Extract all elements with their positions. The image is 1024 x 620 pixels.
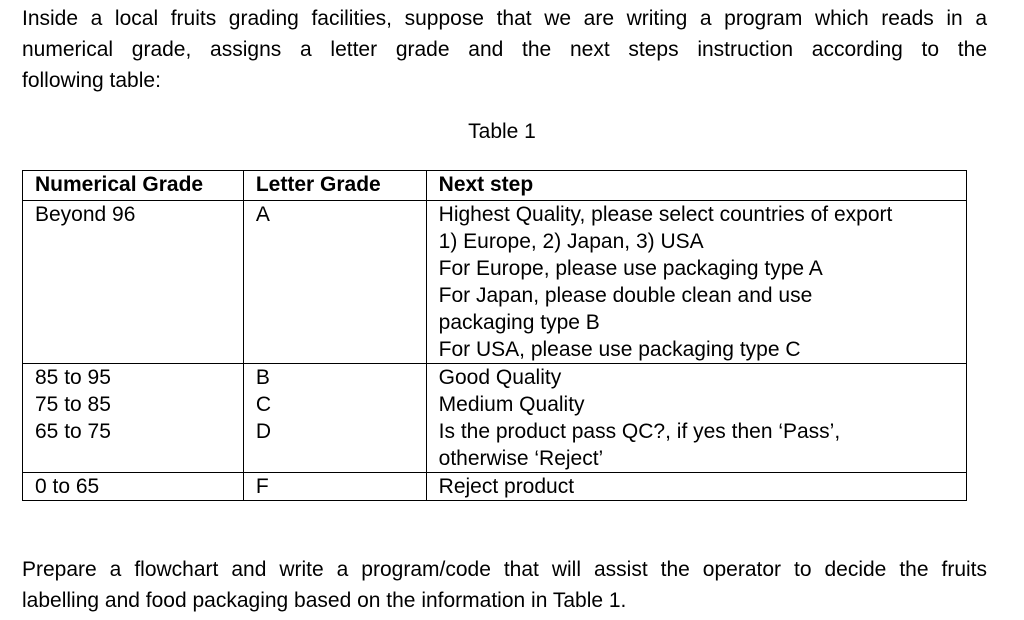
cell-letter: A — [243, 201, 426, 364]
cell-letter: F — [243, 473, 426, 501]
header-letter-grade: Letter Grade — [243, 171, 426, 201]
letter-value: B — [255, 366, 270, 389]
table-row — [23, 201, 967, 364]
letter-value: C — [255, 393, 271, 416]
cell-numerical: 0 to 65 — [23, 473, 244, 501]
next-step-line: For USA, please use packaging type C — [438, 338, 801, 361]
closing-paragraph — [22, 554, 987, 616]
cell-numerical-group — [23, 364, 244, 473]
next-step-line: Medium Quality — [438, 393, 585, 416]
next-step-line: For Europe, please use packaging type A — [438, 257, 823, 280]
header-next-step: Next step — [426, 171, 966, 201]
table-row — [23, 364, 967, 473]
cell-next-step: Reject product — [426, 473, 966, 501]
next-step-line: Highest Quality, please select countries of export — [438, 203, 893, 226]
letter-value: D — [255, 420, 271, 443]
table-header-row — [23, 171, 967, 201]
cell-next-step — [426, 201, 966, 364]
cell-next-step-group — [426, 364, 966, 473]
table-row — [23, 473, 967, 501]
closing-line: Prepare a flowchart and write a program/code that will assist the operator to decide the fruits — [22, 558, 987, 581]
intro-line: Inside a local fruits grading facilities, suppose that we are writing a program which reads in a — [22, 7, 987, 30]
next-step-line: Is the product pass QC?, if yes then ‘Pass’, — [438, 420, 841, 443]
closing-line: labelling and food packaging based on the information in Table 1. — [22, 589, 627, 612]
cell-letter-group — [243, 364, 426, 473]
next-step-line: packaging type B — [438, 311, 600, 334]
intro-line: following table: — [22, 69, 161, 92]
intro-paragraph — [22, 3, 987, 96]
next-step-line: Good Quality — [438, 366, 562, 389]
table-caption: Table 1 — [468, 120, 536, 143]
numerical-value: 65 to 75 — [35, 420, 111, 443]
numerical-value: 85 to 95 — [35, 366, 111, 389]
header-numerical-grade: Numerical Grade — [23, 171, 244, 201]
next-step-line: otherwise ‘Reject’ — [438, 447, 604, 470]
grade-table — [22, 170, 967, 501]
cell-numerical: Beyond 96 — [23, 201, 244, 364]
next-step-line: For Japan, please double clean and use — [438, 284, 813, 307]
intro-line: numerical grade, assigns a letter grade and the next steps instruction according to the — [22, 38, 987, 61]
numerical-value: 75 to 85 — [35, 393, 111, 416]
next-step-line: 1) Europe, 2) Japan, 3) USA — [438, 230, 704, 253]
